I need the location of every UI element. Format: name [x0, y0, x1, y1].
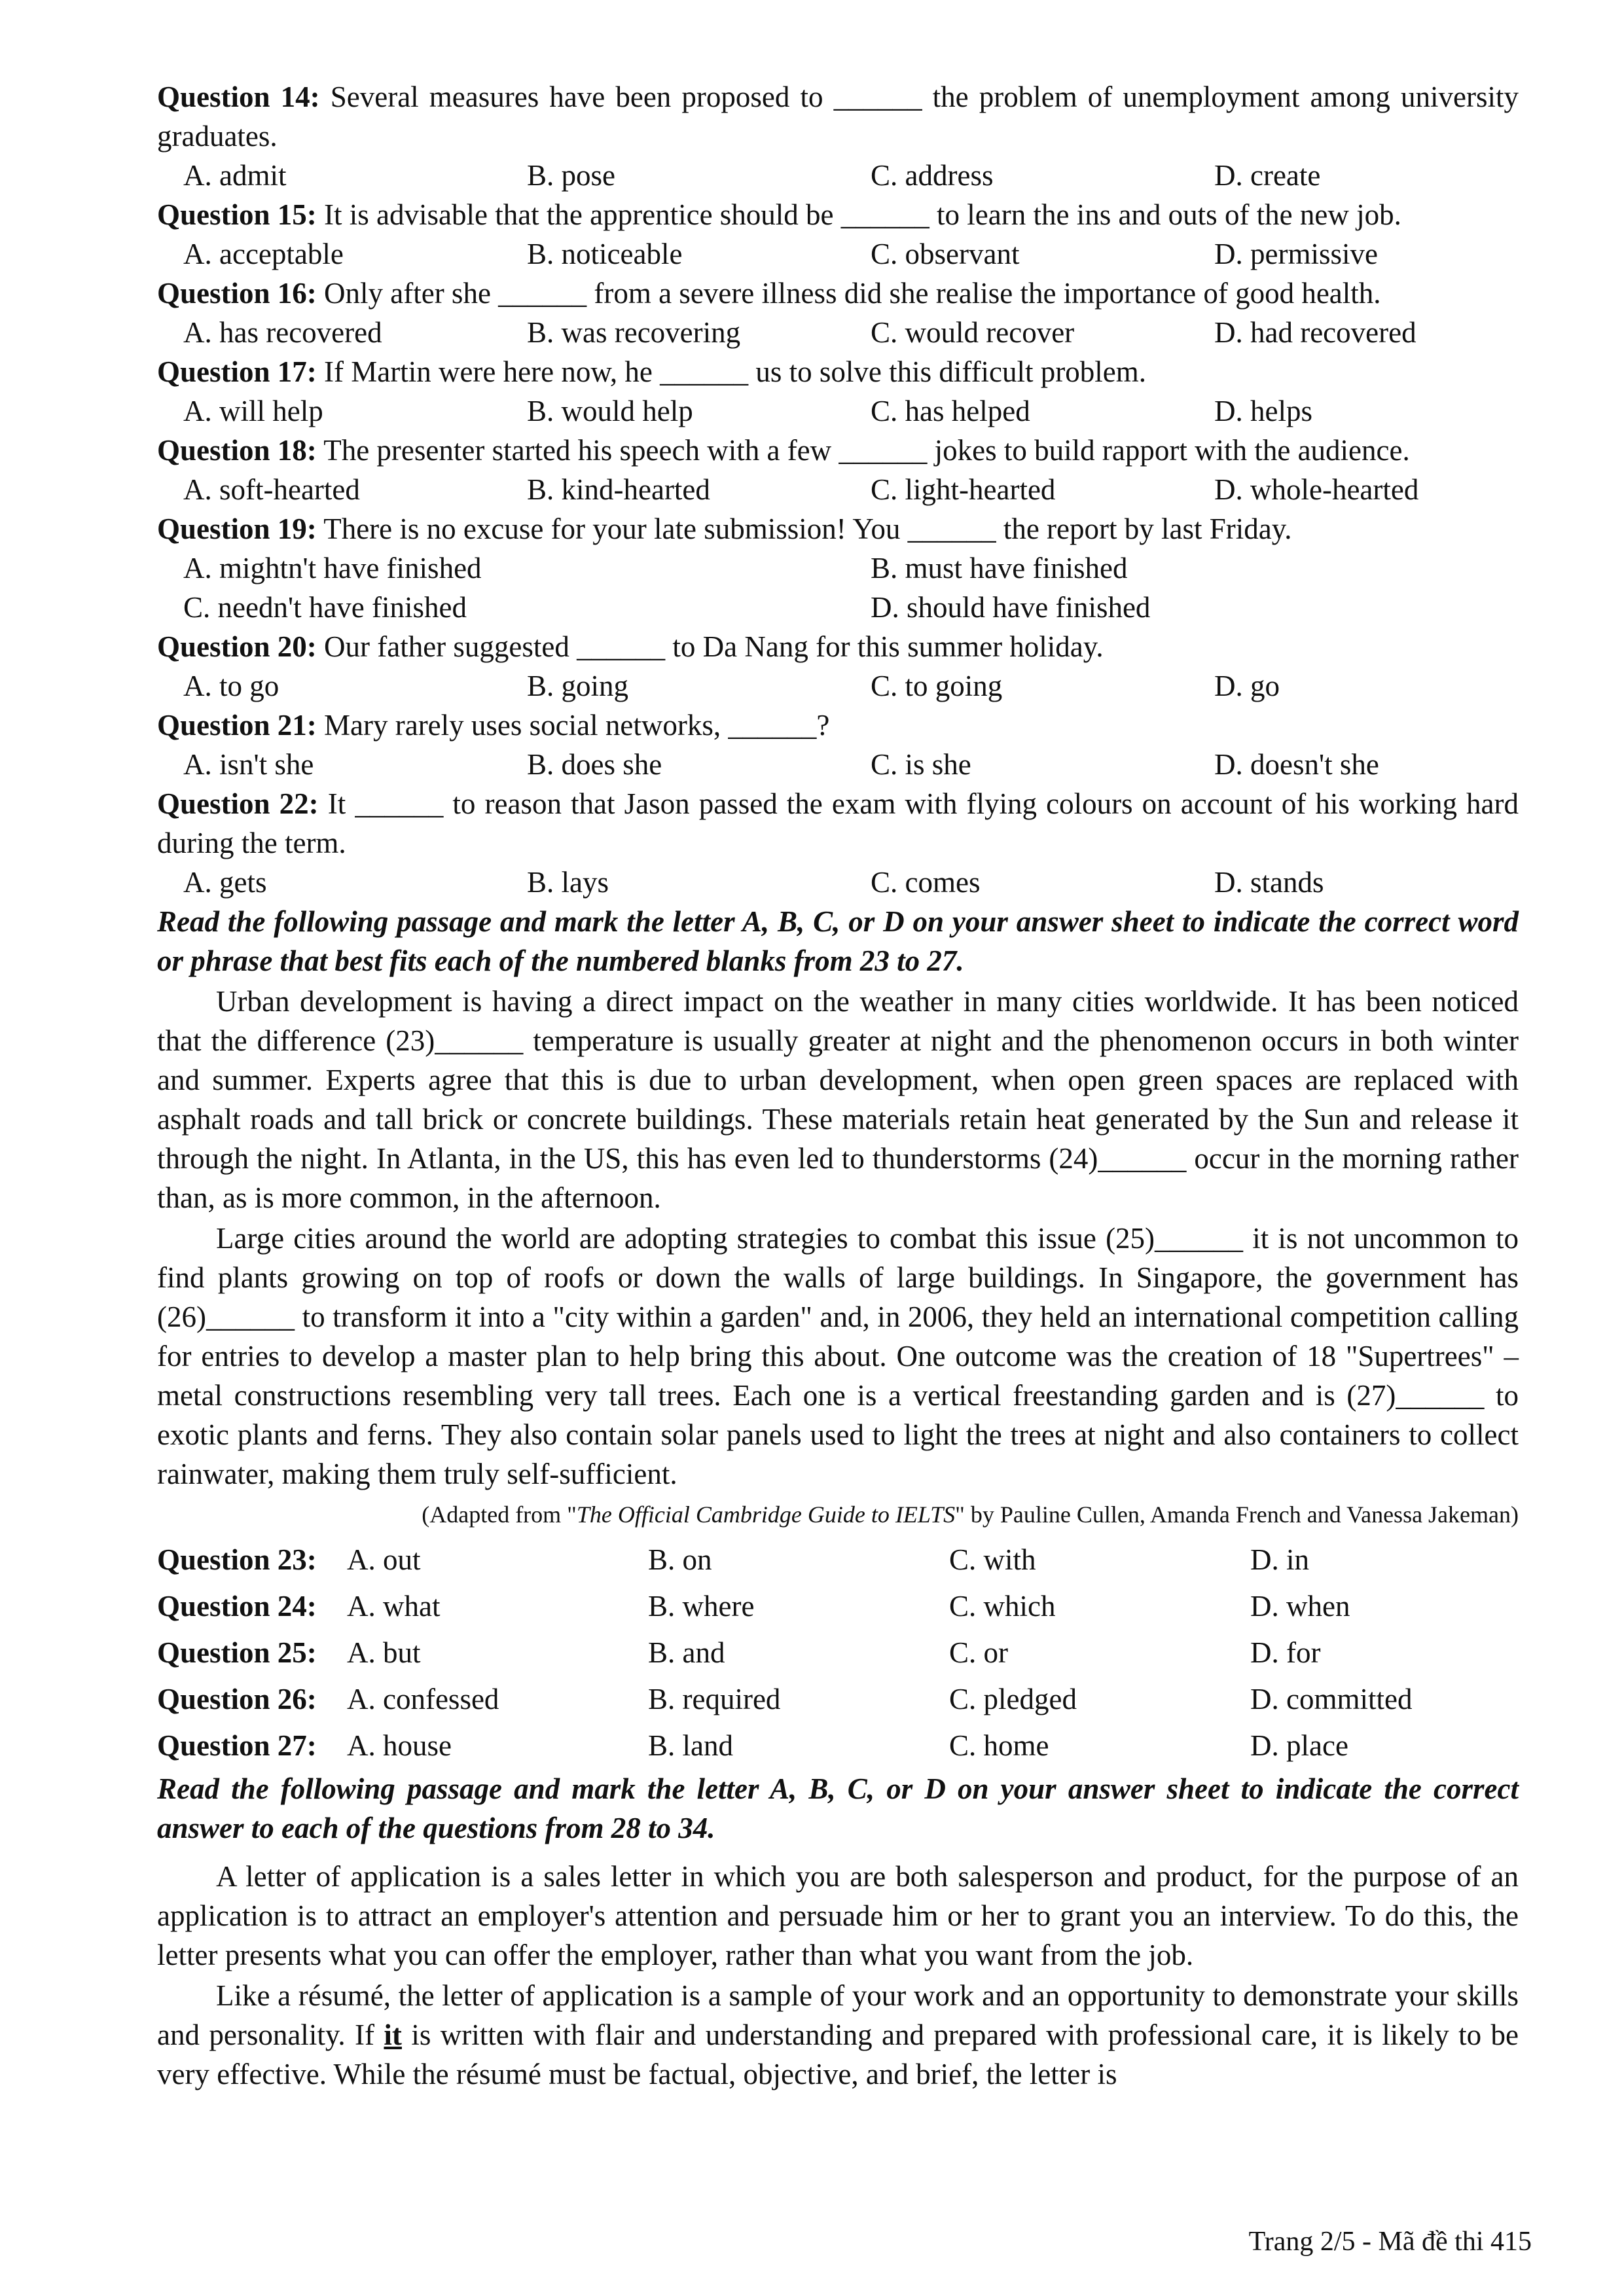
option-c: C. with — [949, 1543, 1036, 1576]
option-b: B. noticeable — [527, 238, 683, 270]
option-b: B. on — [648, 1543, 712, 1576]
question-16 — [157, 274, 1519, 313]
section-instruction-reading: Read the following passage and mark the letter A, B, C, or D on your answer sheet to indicate the correct answer to each of the questions from 28 to 34. — [157, 1772, 1519, 1844]
option-c: C. has helped — [871, 395, 1030, 427]
question-text: Only after she ______ from a severe illness did she realise the importance of good health. — [324, 277, 1381, 310]
option-a: A. will help — [183, 395, 323, 427]
option-b: B. going — [527, 670, 629, 702]
option-b: B. was recovering — [527, 316, 741, 349]
options-17 — [157, 391, 1519, 431]
option-a: A. what — [347, 1590, 441, 1623]
option-c: C. address — [871, 159, 994, 192]
option-b: B. kind-hearted — [527, 473, 710, 506]
question-text: It is advisable that the apprentice should be ______ to learn the ins and outs of the new job. — [324, 198, 1401, 231]
option-d: D. place — [1250, 1729, 1348, 1762]
options-15 — [157, 234, 1519, 274]
question-text: Several measures have been proposed to ______ the problem of unemployment among university graduates. — [157, 81, 1519, 152]
option-a: A. out — [347, 1543, 421, 1576]
question-label: Question 17: — [157, 355, 317, 388]
option-d: D. had recovered — [1214, 316, 1416, 349]
option-d: D. create — [1214, 159, 1321, 192]
question-label: Question 26: — [157, 1683, 317, 1715]
option-d: D. go — [1214, 670, 1280, 702]
options-20 — [157, 666, 1519, 706]
question-21 — [157, 706, 1519, 745]
question-text: The presenter started his speech with a few ______ jokes to build rapport with the audience. — [323, 434, 1410, 467]
option-b: B. must have finished — [871, 552, 1128, 584]
options-14 — [157, 156, 1519, 195]
option-d: D. stands — [1214, 866, 1324, 899]
question-label: Question 20: — [157, 630, 317, 663]
option-c: C. is she — [871, 748, 971, 781]
question-text: Mary rarely uses social networks, ______? — [324, 709, 830, 742]
page-footer: Trang 2/5 - Mã đề thi 415 — [1248, 2227, 1532, 2257]
underlined-reference-word: it — [384, 2018, 402, 2051]
question-text: Our father suggested ______ to Da Nang for this summer holiday. — [324, 630, 1104, 663]
question-22 — [157, 784, 1519, 863]
option-d: D. whole-hearted — [1214, 473, 1419, 506]
question-19 — [157, 509, 1519, 548]
passage-text: is written with flair and understanding and prepared with professional care, it is likely to be very effective. While the résumé must be factual, objective, and brief, the letter is — [157, 2018, 1519, 2090]
source-suffix: " by Pauline Cullen, Amanda French and Vanessa Jakeman) — [955, 1501, 1519, 1528]
option-b: B. and — [648, 1636, 725, 1669]
option-a: A. house — [347, 1729, 452, 1762]
question-text: There is no excuse for your late submission! You ______ the report by last Friday. — [323, 512, 1292, 545]
options-16 — [157, 313, 1519, 352]
option-c: C. would recover — [871, 316, 1075, 349]
option-a: A. soft-hearted — [183, 473, 360, 506]
question-label: Question 18: — [157, 434, 317, 467]
question-17 — [157, 352, 1519, 391]
option-c: C. home — [949, 1729, 1049, 1762]
question-14 — [157, 77, 1519, 156]
option-d: D. permissive — [1214, 238, 1378, 270]
option-b: B. pose — [527, 159, 615, 192]
options-21 — [157, 745, 1519, 784]
options-18 — [157, 470, 1519, 509]
option-c: C. which — [949, 1590, 1056, 1623]
option-a: A. admit — [183, 159, 287, 192]
option-b: B. land — [648, 1729, 733, 1762]
option-d: D. for — [1250, 1636, 1321, 1669]
question-label: Question 15: — [157, 198, 317, 231]
option-d: D. when — [1250, 1590, 1350, 1623]
passage-paragraph — [157, 1976, 1519, 2094]
question-label: Question 21: — [157, 709, 317, 742]
option-c: C. pledged — [949, 1683, 1077, 1715]
passage-paragraph: A letter of application is a sales letter in which you are both salesperson and product, for the purpose of an application is to attract an employer's attention and persuade him or her to grant you an interview. To do this, the letter presents what you can offer the employer, rather than what you want from the job. — [157, 1860, 1519, 1971]
question-label: Question 23: — [157, 1543, 317, 1576]
option-a: A. acceptable — [183, 238, 344, 270]
question-text: It ______ to reason that Jason passed the exam with flying colours on account of his working hard during the term. — [157, 787, 1519, 859]
exam-page — [157, 77, 1519, 2094]
option-a: A. but — [347, 1636, 421, 1669]
passage-paragraph: Urban development is having a direct impact on the weather in many cities worldwide. It has been noticed that the difference (23)______ temperature is usually greater at night and the phenomenon occurs in both winter and summer. Experts agree that this is due to urban development, when open green spaces are replaced with asphalt roads and tall brick or concrete buildings. These materials retain heat generated by the Sun and release it through the night. In Atlanta, in the US, this has even led to thunderstorms (24)______ occur in the morning rather than, as is more common, in the afternoon. — [157, 985, 1519, 1214]
question-18 — [157, 431, 1519, 470]
option-b: B. lays — [527, 866, 609, 899]
option-b: B. required — [648, 1683, 781, 1715]
question-label: Question 22: — [157, 787, 319, 820]
question-label: Question 14: — [157, 81, 320, 113]
option-c: C. observant — [871, 238, 1020, 270]
question-20 — [157, 627, 1519, 666]
passage-source — [157, 1498, 1519, 1532]
option-b: B. would help — [527, 395, 693, 427]
passage-text: Like a résumé, the letter of application is a sample of your work and an opportunity to demonstrate your skills and personality. If — [157, 1979, 1519, 2051]
option-d: D. in — [1250, 1543, 1309, 1576]
option-c: C. to going — [871, 670, 1003, 702]
section-instruction-cloze: Read the following passage and mark the letter A, B, C, or D on your answer sheet to indicate the correct word or phrase that best fits each of the numbered blanks from 23 to 27. — [157, 905, 1519, 977]
question-label: Question 16: — [157, 277, 317, 310]
options-22 — [157, 863, 1519, 902]
source-title: The Official Cambridge Guide to IELTS — [576, 1501, 956, 1528]
option-a: A. confessed — [347, 1683, 499, 1715]
option-d: D. should have finished — [871, 591, 1151, 624]
option-c: C. needn't have finished — [183, 591, 467, 624]
option-a: A. has recovered — [183, 316, 382, 349]
passage-paragraph: Large cities around the world are adopting strategies to combat this issue (25)______ it is not uncommon to find plants growing on top of roofs or down the walls of large buildings. In Singapore, the government has (26)______ to transform it into a "city within a garden" and, in 2006, they held an international competition calling for entries to develop a master plan to help bring this about. One outcome was the creation of 18 "Supertrees" – metal constructions resembling very tall trees. Each one is a vertical freestanding garden and is (27)______ to exotic plants and ferns. They also contain solar panels used to light the trees at night and also containers to collect rainwater, making them truly self-sufficient. — [157, 1222, 1519, 1490]
option-b: B. where — [648, 1590, 755, 1623]
question-label: Question 25: — [157, 1636, 317, 1669]
question-label: Question 27: — [157, 1729, 317, 1762]
question-label: Question 24: — [157, 1590, 317, 1623]
question-label: Question 19: — [157, 512, 317, 545]
option-c: C. comes — [871, 866, 981, 899]
option-a: A. gets — [183, 866, 267, 899]
option-c: C. light-hearted — [871, 473, 1056, 506]
cloze-questions — [157, 1537, 1519, 1769]
source-prefix: (Adapted from " — [422, 1501, 577, 1528]
option-d: D. helps — [1214, 395, 1312, 427]
option-c: C. or — [949, 1636, 1008, 1669]
options-19 — [157, 548, 1519, 627]
option-a: A. isn't she — [183, 748, 314, 781]
question-text: If Martin were here now, he ______ us to solve this difficult problem. — [324, 355, 1146, 388]
option-b: B. does she — [527, 748, 662, 781]
option-d: D. committed — [1250, 1683, 1413, 1715]
option-a: A. to go — [183, 670, 280, 702]
question-15 — [157, 195, 1519, 234]
option-a: A. mightn't have finished — [183, 552, 482, 584]
option-d: D. doesn't she — [1214, 748, 1379, 781]
